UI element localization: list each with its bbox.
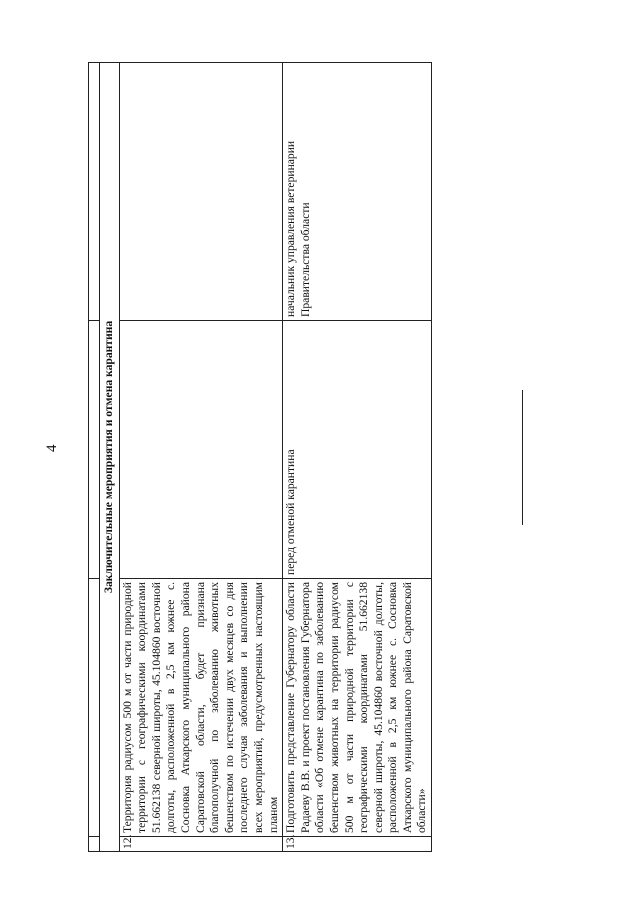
table-row xyxy=(283,63,432,852)
row-responsible: начальник управления ветеринарии Правительства области xyxy=(283,63,432,321)
plan-table xyxy=(88,62,432,852)
row-description: Территория радиусом 500 м от части природной территории с географическими координатами 51.662138 северной широты, 45.104860 восточной долготы, расположенной в 2,5 км южнее с. Сосновка Аткарского муниципального района Саратовской области, будет признана благополучной по заболеванию животных бешенством по истечении двух месяцев со дня последнего случая заболевания и выполнении всех мероприятий, предусмотренных настоящим планом xyxy=(119,579,283,837)
section-row xyxy=(100,63,120,852)
blank-cell xyxy=(89,579,100,837)
table-row xyxy=(119,63,283,852)
table-top-row xyxy=(89,63,100,852)
page-number: 4 xyxy=(44,444,60,452)
row-deadline: перед отменой карантина xyxy=(283,321,432,579)
row-deadline xyxy=(119,321,283,579)
row-number: 13. xyxy=(283,837,432,852)
blank-cell xyxy=(89,321,100,579)
row-responsible xyxy=(119,63,283,321)
section-heading: Заключительные мероприятия и отмена карантина xyxy=(100,63,120,852)
blank-cell xyxy=(89,837,100,852)
row-number: 12. xyxy=(119,837,283,852)
blank-cell xyxy=(89,63,100,321)
row-description: Подготовить представление Губернатору области Радаеву В.В. и проект постановления Губернатора области «Об отмене карантина по заболеванию бешенством животных на территории радиусом 500 м от части природной территории с географическими координатами 51.662138 северной широты, 45.104860 восточной долготы, расположенной в 2,5 км южнее с. Сосновка Аткарского муниципального района Саратовской области» xyxy=(283,579,432,837)
plan-table-container xyxy=(88,62,432,852)
signature-line xyxy=(522,390,523,525)
